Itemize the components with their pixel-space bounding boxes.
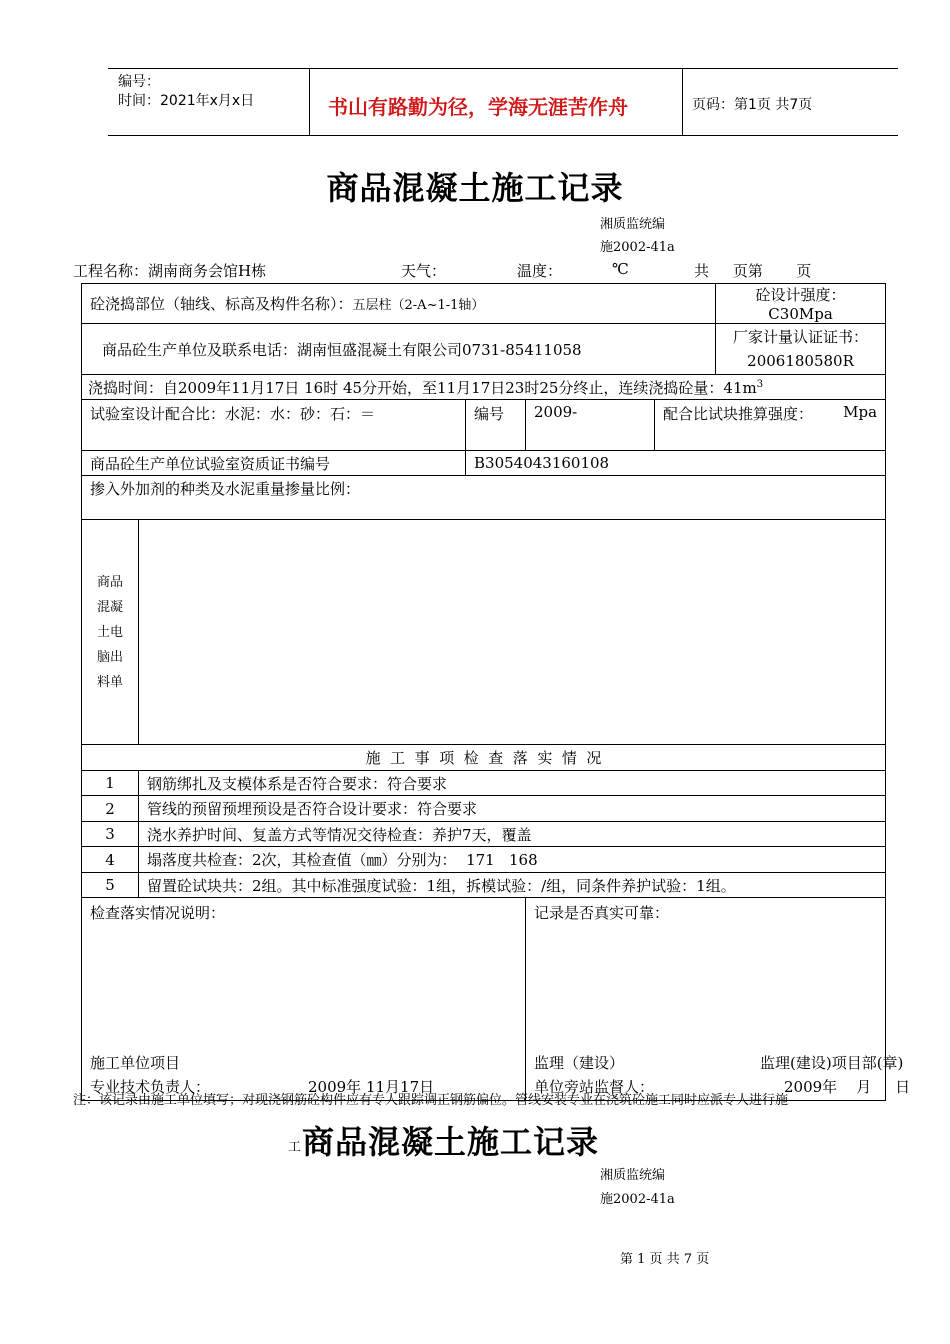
item-number: 5 bbox=[82, 873, 139, 898]
construction-signer-line2: 专业技术负责人： bbox=[90, 1078, 211, 1096]
additive-label: 掺入外加剂的种类及水泥重量掺量比例： bbox=[82, 476, 886, 520]
pour-time-text: 浇捣时间：自2009年11月17日 16时 45分开始，至11月17日23时25分终止，连续浇捣砼量：41m bbox=[88, 378, 757, 397]
supervisor-sign-date: 2009年 月 日 bbox=[784, 1078, 911, 1096]
strength-unit: Mpa bbox=[843, 403, 878, 421]
item-text: 塌落度共检查：2次，其检查值（㎜）分别为： 171 168 bbox=[139, 847, 886, 873]
mix-ratio: 试验室设计配合比：水泥：水：砂：石：＝ bbox=[82, 400, 466, 451]
printout-line: 混凝 bbox=[96, 599, 123, 615]
supervisor-line2: 单位旁站监督人： bbox=[534, 1078, 655, 1096]
second-page-title: 商品混凝土施工记录 bbox=[302, 1123, 600, 1161]
table-row bbox=[82, 771, 886, 796]
supervisor-line1: 监理（建设） bbox=[534, 1054, 625, 1072]
table-row bbox=[82, 873, 886, 898]
celsius-unit: ℃ bbox=[612, 260, 629, 278]
row-location bbox=[82, 284, 886, 324]
printout-line: 商品 bbox=[96, 574, 123, 590]
table-row bbox=[82, 796, 886, 822]
page-title: 商品混凝土施工记录 bbox=[326, 169, 624, 207]
header-bottom-rule bbox=[108, 135, 898, 136]
check-explanation-title: 检查落实情况说明： bbox=[90, 904, 226, 922]
item-text: 浇水养护时间、复盖方式等情况交待检查：养护7天，覆盖 bbox=[139, 822, 886, 847]
weather-label: 天气： bbox=[401, 262, 447, 280]
producer-info: 商品砼生产单位及联系电话：湖南恒盛混凝土有限公司0731-85411058 bbox=[82, 324, 716, 375]
footnote: 注：该记录由施工单位填写；对现浇钢筋砼构件应有专人跟踪调正钢筋偏位。管线安装专业在浇筑砼施工同时应派专人进行施 bbox=[73, 1093, 789, 1108]
second-form-code-line2: 施2002-41a bbox=[600, 1192, 675, 1207]
form-code-line1: 湘质监统编 bbox=[600, 217, 666, 232]
item-number: 3 bbox=[82, 822, 139, 847]
design-strength: 砼设计强度：C30Mpa bbox=[716, 284, 886, 324]
item-text: 钢筋绑扎及支模体系是否符合要求：符合要求 bbox=[139, 771, 886, 796]
construction-record-table bbox=[81, 283, 911, 1101]
inspection-header: 施 工 事 项 检 查 落 实 情 况 bbox=[82, 745, 886, 771]
construction-sign-date: 2009年 11月17日 bbox=[308, 1078, 435, 1096]
printout-line: 土电 bbox=[96, 624, 123, 640]
location-value: 五层柱（2-A~1-1轴） bbox=[352, 298, 485, 313]
item-number: 1 bbox=[82, 771, 139, 796]
supervisor-seal: 监理(建设)项目部(章) bbox=[760, 1054, 904, 1072]
page-count-fields: 共 页第 页 bbox=[694, 262, 812, 280]
check-explanation-cell bbox=[82, 898, 526, 1101]
header-top-rule bbox=[108, 68, 898, 69]
row-producer bbox=[82, 324, 886, 375]
second-title-prefix: 工 bbox=[288, 1140, 302, 1155]
row-mix-ratio bbox=[82, 400, 886, 451]
strength-label: 配合比试块推算强度： bbox=[663, 405, 814, 423]
location-cell bbox=[82, 284, 716, 324]
construction-signer-line1: 施工单位项目 bbox=[90, 1054, 181, 1072]
motto-text: 书山有路勤为径，学海无涯苦作舟 bbox=[328, 95, 628, 119]
table-row bbox=[82, 822, 886, 847]
printout-line: 脑出 bbox=[96, 649, 123, 665]
cert-cell bbox=[716, 324, 886, 375]
table-row bbox=[82, 847, 886, 873]
time-label: 时间：2021年x月x日 bbox=[118, 93, 255, 109]
row-inspection-header bbox=[82, 745, 886, 771]
second-form-code-line1: 湘质监统编 bbox=[600, 1168, 666, 1183]
form-code-line2: 施2002-41a bbox=[600, 240, 675, 255]
cert-label: 厂家计量认证证书： bbox=[733, 328, 869, 346]
page-indicator: 页码：第1页 共7页 bbox=[692, 97, 813, 113]
printout-line: 料单 bbox=[96, 674, 123, 690]
pour-unit-sup: 3 bbox=[756, 378, 764, 390]
lab-cert-label: 商品砼生产单位试验室资质证书编号 bbox=[82, 451, 466, 476]
row-lab-cert bbox=[82, 451, 886, 476]
lab-cert-value: B3054043160108 bbox=[466, 451, 886, 476]
row-pour-time bbox=[82, 375, 886, 400]
printout-label bbox=[82, 520, 139, 745]
page-footer: 第 1 页 共 7 页 bbox=[620, 1252, 710, 1267]
item-number: 4 bbox=[82, 847, 139, 873]
location-label: 砼浇捣部位（轴线、标高及构件名称）： bbox=[90, 295, 353, 313]
mix-number-label: 编号 bbox=[466, 400, 526, 451]
header-divider bbox=[309, 68, 310, 135]
project-name: 工程名称：湖南商务会馆H栋 bbox=[73, 262, 267, 280]
item-text: 留置砼试块共：2组。其中标准强度试验：1组，拆模试验：/组，同条件养护试验：1组。 bbox=[139, 873, 886, 898]
temperature-label: 温度： bbox=[517, 262, 563, 280]
row-printout bbox=[82, 520, 886, 745]
record-authenticity-cell bbox=[526, 898, 911, 1101]
mix-number-value: 2009- bbox=[526, 400, 655, 451]
record-authenticity-title: 记录是否真实可靠： bbox=[534, 904, 670, 922]
row-additive bbox=[82, 476, 886, 520]
cert-number: 2006180580R bbox=[747, 352, 854, 370]
header-divider bbox=[682, 68, 683, 135]
item-number: 2 bbox=[82, 796, 139, 822]
printout-area bbox=[139, 520, 886, 745]
item-text: 管线的预留预埋预设是否符合设计要求：符合要求 bbox=[139, 796, 886, 822]
pour-time-cell bbox=[82, 375, 886, 400]
strength-cell bbox=[655, 400, 886, 451]
row-signatures bbox=[82, 898, 886, 1101]
serial-label: 编号： bbox=[118, 74, 160, 90]
